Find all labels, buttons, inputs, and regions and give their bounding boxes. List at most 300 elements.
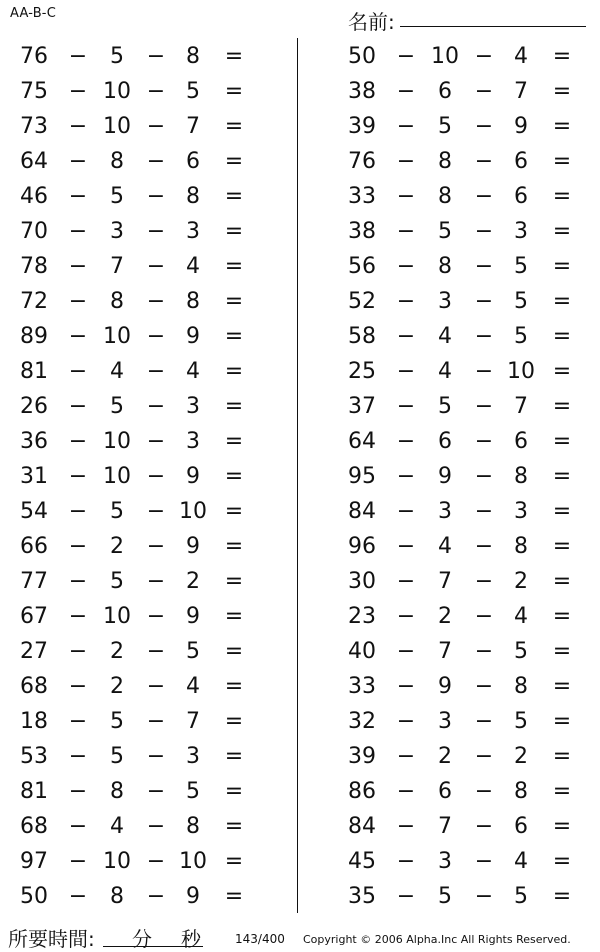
operand-3: 9 [186,324,200,349]
minus-sign: − [474,534,494,559]
equals-sign: = [224,569,244,594]
minus-sign: − [474,149,494,174]
operand-2: 10 [103,464,131,489]
operand-1: 53 [20,744,48,769]
operand-1: 76 [348,149,376,174]
equals-sign: = [224,44,244,69]
minus-sign: − [474,184,494,209]
operand-1: 86 [348,779,376,804]
equals-sign: = [552,569,572,594]
operand-1: 84 [348,499,376,524]
operand-3: 8 [514,779,528,804]
operand-2: 8 [110,149,124,174]
operand-3: 9 [186,604,200,629]
minus-sign: − [474,884,494,909]
operand-1: 54 [20,499,48,524]
operand-1: 64 [20,149,48,174]
operand-2: 5 [438,884,452,909]
operand-3: 4 [186,674,200,699]
equals-sign: = [552,849,572,874]
minus-sign: − [474,254,494,279]
operand-3: 5 [514,254,528,279]
operand-3: 2 [186,569,200,594]
operand-2: 9 [438,464,452,489]
minus-sign: − [146,114,166,139]
operand-3: 7 [186,709,200,734]
name-label: 名前: [348,10,395,34]
minus-sign: − [474,464,494,489]
operand-2: 10 [103,324,131,349]
minus-sign: − [474,289,494,314]
minus-sign: − [68,289,88,314]
minus-sign: − [68,44,88,69]
operand-2: 5 [438,219,452,244]
minus-sign: − [146,884,166,909]
minus-sign: − [68,499,88,524]
equals-sign: = [224,534,244,559]
minus-sign: − [68,184,88,209]
operand-3: 8 [514,464,528,489]
operand-2: 3 [438,709,452,734]
minus-sign: − [68,779,88,804]
seconds-label: 秒 [181,927,201,951]
operand-3: 5 [514,324,528,349]
worksheet-code: AA-B-C [10,6,56,21]
minus-sign: − [68,709,88,734]
equals-sign: = [552,324,572,349]
equals-sign: = [552,779,572,804]
operand-3: 4 [186,254,200,279]
equals-sign: = [552,394,572,419]
name-line [400,26,586,27]
minus-sign: − [396,394,416,419]
operand-3: 5 [186,79,200,104]
time-label: 所要時間: [8,927,95,951]
equals-sign: = [552,814,572,839]
operand-3: 10 [179,499,207,524]
minus-sign: − [396,79,416,104]
minus-sign: − [68,534,88,559]
operand-2: 3 [438,499,452,524]
operand-2: 4 [438,534,452,559]
equals-sign: = [224,849,244,874]
operand-1: 50 [348,44,376,69]
operand-2: 2 [438,604,452,629]
operand-2: 7 [438,639,452,664]
operand-1: 33 [348,674,376,699]
operand-3: 6 [186,149,200,174]
operand-1: 46 [20,184,48,209]
operand-3: 4 [186,359,200,384]
operand-3: 5 [514,639,528,664]
minus-sign: − [68,604,88,629]
operand-3: 5 [514,709,528,734]
minutes-label: 分 [132,927,152,951]
operand-2: 8 [110,884,124,909]
operand-2: 10 [103,114,131,139]
minus-sign: − [68,219,88,244]
minus-sign: − [474,709,494,734]
operand-3: 6 [514,184,528,209]
equals-sign: = [552,744,572,769]
equals-sign: = [552,289,572,314]
equals-sign: = [224,499,244,524]
operand-1: 52 [348,289,376,314]
equals-sign: = [552,884,572,909]
operand-3: 6 [514,814,528,839]
operand-2: 10 [103,429,131,454]
minus-sign: − [146,639,166,664]
minus-sign: − [68,674,88,699]
operand-1: 84 [348,814,376,839]
operand-2: 10 [103,849,131,874]
operand-2: 6 [438,429,452,454]
footer [0,922,600,952]
minus-sign: − [474,429,494,454]
equals-sign: = [224,114,244,139]
minus-sign: − [146,499,166,524]
operand-2: 2 [110,534,124,559]
minus-sign: − [474,779,494,804]
operand-1: 23 [348,604,376,629]
minus-sign: − [396,639,416,664]
equals-sign: = [552,79,572,104]
operand-2: 3 [438,849,452,874]
operand-3: 3 [186,219,200,244]
operand-2: 2 [438,744,452,769]
minus-sign: − [396,254,416,279]
equals-sign: = [552,149,572,174]
operand-1: 31 [20,464,48,489]
minus-sign: − [68,464,88,489]
equals-sign: = [224,429,244,454]
operand-1: 78 [20,254,48,279]
operand-3: 3 [186,429,200,454]
minus-sign: − [474,114,494,139]
minus-sign: − [396,709,416,734]
operand-3: 5 [186,639,200,664]
operand-2: 6 [438,79,452,104]
operand-2: 6 [438,779,452,804]
operand-1: 25 [348,359,376,384]
operand-3: 5 [514,884,528,909]
operand-1: 26 [20,394,48,419]
operand-1: 97 [20,849,48,874]
equals-sign: = [552,534,572,559]
minus-sign: − [396,219,416,244]
minus-sign: − [68,149,88,174]
operand-1: 33 [348,184,376,209]
equals-sign: = [224,464,244,489]
operand-1: 32 [348,709,376,734]
operand-2: 5 [110,709,124,734]
operand-1: 39 [348,114,376,139]
minus-sign: − [68,814,88,839]
operand-3: 10 [507,359,535,384]
minus-sign: − [146,744,166,769]
minus-sign: − [146,464,166,489]
minus-sign: − [474,569,494,594]
operand-3: 3 [186,394,200,419]
minus-sign: − [474,359,494,384]
minus-sign: − [68,884,88,909]
minus-sign: − [396,429,416,454]
operand-2: 5 [438,114,452,139]
operand-3: 5 [186,779,200,804]
operand-1: 75 [20,79,48,104]
operand-3: 8 [514,534,528,559]
minus-sign: − [396,184,416,209]
minus-sign: − [146,219,166,244]
operand-2: 7 [438,814,452,839]
operand-3: 2 [514,744,528,769]
operand-2: 10 [431,44,459,69]
minus-sign: − [68,639,88,664]
minus-sign: − [396,534,416,559]
operand-2: 3 [438,289,452,314]
page-number: 143/400 [235,932,285,946]
minus-sign: − [474,44,494,69]
minus-sign: − [68,849,88,874]
minus-sign: − [68,359,88,384]
operand-1: 67 [20,604,48,629]
operand-2: 3 [110,219,124,244]
equals-sign: = [552,254,572,279]
minus-sign: − [396,884,416,909]
operand-2: 5 [110,569,124,594]
operand-3: 3 [514,499,528,524]
minus-sign: − [146,779,166,804]
equals-sign: = [224,324,244,349]
minus-sign: − [474,814,494,839]
minus-sign: − [146,429,166,454]
operand-1: 76 [20,44,48,69]
minus-sign: − [396,149,416,174]
minus-sign: − [146,289,166,314]
operand-3: 9 [514,114,528,139]
operand-2: 8 [438,149,452,174]
equals-sign: = [224,604,244,629]
operand-3: 4 [514,849,528,874]
operand-1: 30 [348,569,376,594]
minus-sign: − [396,849,416,874]
equals-sign: = [224,359,244,384]
operand-3: 4 [514,44,528,69]
minus-sign: − [146,814,166,839]
operand-1: 39 [348,744,376,769]
equals-sign: = [552,674,572,699]
operand-1: 66 [20,534,48,559]
minus-sign: − [68,394,88,419]
minus-sign: − [396,44,416,69]
minus-sign: − [396,114,416,139]
equals-sign: = [552,359,572,384]
operand-1: 40 [348,639,376,664]
operand-1: 96 [348,534,376,559]
operand-2: 4 [438,324,452,349]
minus-sign: − [146,569,166,594]
minus-sign: − [146,149,166,174]
equals-sign: = [552,709,572,734]
operand-3: 8 [186,289,200,314]
minus-sign: − [396,814,416,839]
operand-3: 7 [186,114,200,139]
minus-sign: − [146,849,166,874]
operand-1: 77 [20,569,48,594]
operand-1: 81 [20,359,48,384]
minus-sign: − [396,359,416,384]
operand-3: 6 [514,429,528,454]
equals-sign: = [224,814,244,839]
operand-1: 58 [348,324,376,349]
equals-sign: = [552,184,572,209]
operand-1: 27 [20,639,48,664]
minus-sign: − [396,289,416,314]
operand-2: 4 [110,814,124,839]
operand-2: 10 [103,604,131,629]
operand-2: 5 [110,184,124,209]
minus-sign: − [396,674,416,699]
minus-sign: − [396,604,416,629]
minus-sign: − [396,499,416,524]
operand-3: 8 [514,674,528,699]
equals-sign: = [224,884,244,909]
minus-sign: − [68,744,88,769]
equals-sign: = [552,639,572,664]
minus-sign: − [146,534,166,559]
equals-sign: = [224,184,244,209]
operand-1: 36 [20,429,48,454]
operand-3: 4 [514,604,528,629]
operand-1: 81 [20,779,48,804]
equals-sign: = [224,254,244,279]
minus-sign: − [68,569,88,594]
minus-sign: − [474,499,494,524]
equals-sign: = [224,709,244,734]
equals-sign: = [552,114,572,139]
operand-2: 8 [110,779,124,804]
equals-sign: = [224,394,244,419]
minus-sign: − [474,744,494,769]
operand-3: 3 [186,744,200,769]
minus-sign: − [68,429,88,454]
operand-2: 8 [438,254,452,279]
operand-2: 2 [110,674,124,699]
operand-2: 4 [438,359,452,384]
minus-sign: − [68,254,88,279]
operand-3: 6 [514,149,528,174]
operand-2: 8 [110,289,124,314]
operand-1: 64 [348,429,376,454]
minus-sign: − [146,604,166,629]
operand-2: 2 [110,639,124,664]
minus-sign: − [68,114,88,139]
equals-sign: = [224,674,244,699]
operand-1: 50 [20,884,48,909]
minus-sign: − [146,359,166,384]
operand-1: 38 [348,79,376,104]
equals-sign: = [224,219,244,244]
equals-sign: = [552,429,572,454]
minus-sign: − [146,394,166,419]
equals-sign: = [552,219,572,244]
operand-2: 10 [103,79,131,104]
equals-sign: = [224,779,244,804]
equals-sign: = [552,464,572,489]
operand-3: 9 [186,464,200,489]
operand-2: 5 [110,44,124,69]
operand-1: 70 [20,219,48,244]
operand-1: 95 [348,464,376,489]
operand-2: 9 [438,674,452,699]
operand-2: 4 [110,359,124,384]
operand-1: 68 [20,814,48,839]
minus-sign: − [146,674,166,699]
operand-3: 9 [186,884,200,909]
minus-sign: − [68,79,88,104]
equals-sign: = [552,604,572,629]
equals-sign: = [224,149,244,174]
operand-3: 8 [186,814,200,839]
equals-sign: = [224,289,244,314]
operand-3: 2 [514,569,528,594]
copyright: Copyright © 2006 Alpha.Inc All Rights Reserved. [303,933,571,946]
operand-1: 68 [20,674,48,699]
operand-3: 3 [514,219,528,244]
minus-sign: − [146,709,166,734]
operand-2: 5 [438,394,452,419]
operand-3: 10 [179,849,207,874]
equals-sign: = [224,639,244,664]
operand-2: 7 [110,254,124,279]
minus-sign: − [474,604,494,629]
minus-sign: − [474,324,494,349]
minus-sign: − [146,254,166,279]
minus-sign: − [396,324,416,349]
operand-2: 8 [438,184,452,209]
operand-3: 9 [186,534,200,559]
minus-sign: − [146,44,166,69]
minus-sign: − [474,639,494,664]
operand-1: 73 [20,114,48,139]
operand-2: 5 [110,499,124,524]
operand-1: 89 [20,324,48,349]
minus-sign: − [474,674,494,699]
operand-1: 56 [348,254,376,279]
minus-sign: − [146,79,166,104]
minus-sign: − [474,79,494,104]
minus-sign: − [474,394,494,419]
operand-2: 5 [110,394,124,419]
minus-sign: − [396,779,416,804]
minus-sign: − [396,569,416,594]
equals-sign: = [224,744,244,769]
operand-1: 72 [20,289,48,314]
operand-3: 7 [514,79,528,104]
minus-sign: − [146,324,166,349]
operand-3: 8 [186,184,200,209]
operand-1: 37 [348,394,376,419]
equals-sign: = [552,499,572,524]
equals-sign: = [552,44,572,69]
operand-1: 35 [348,884,376,909]
equals-sign: = [224,79,244,104]
operand-3: 7 [514,394,528,419]
operand-2: 5 [110,744,124,769]
minus-sign: − [396,744,416,769]
minus-sign: − [146,184,166,209]
operand-3: 5 [514,289,528,314]
